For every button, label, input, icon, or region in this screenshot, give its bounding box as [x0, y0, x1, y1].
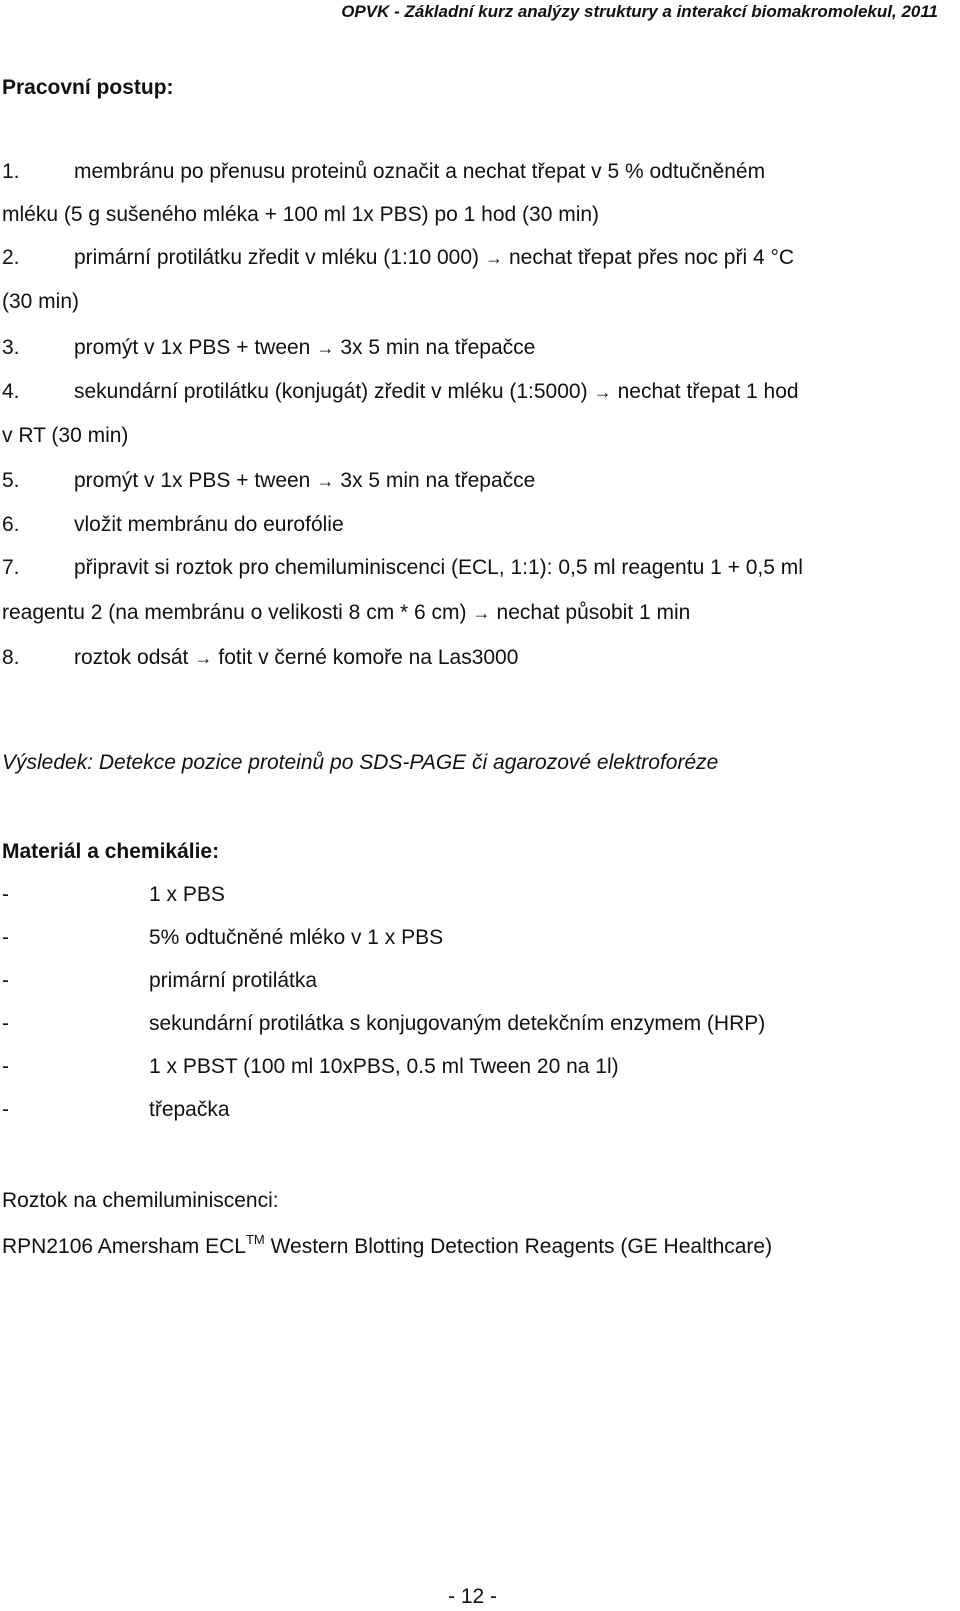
step-text: 3x 5 min na třepačce: [340, 336, 536, 359]
arrow-right-icon: →: [593, 382, 612, 402]
procedure-title: Pracovní postup:: [2, 76, 174, 99]
step-number: 2.: [2, 246, 20, 269]
step-text: membránu po přenusu proteinů označit a nechat třepat v 5 % odtučněném: [74, 160, 766, 183]
step-text: nechat třepat přes noc při 4 °C: [509, 246, 795, 269]
step-4-line-1: [2, 377, 799, 407]
list-item-text: třepačka: [149, 1098, 230, 1121]
step-number: 3.: [2, 336, 20, 359]
step-text: roztok odsát: [74, 646, 189, 669]
step-2-line-2: (30 min): [2, 290, 80, 313]
step-text: sekundární protilátku (konjugát) zředit v mléku (1:5000): [74, 380, 588, 403]
step-text: 3x 5 min na třepačce: [340, 469, 536, 492]
step-number: 7.: [2, 556, 20, 579]
step-4-line-2: v RT (30 min): [2, 424, 129, 447]
list-item: [2, 883, 225, 907]
step-6-line-1: [2, 510, 344, 540]
list-bullet: -: [2, 969, 9, 992]
solution-value: [2, 1232, 772, 1259]
step-number: 4.: [2, 380, 20, 403]
step-3-line-1: [2, 333, 535, 363]
step-7-line-1: [2, 553, 803, 583]
step-7-line-2: [2, 598, 690, 628]
arrow-right-icon: →: [485, 248, 503, 268]
step-text: primární protilátku zředit v mléku (1:10 000): [74, 246, 479, 269]
step-5-line-1: [2, 466, 535, 496]
step-text: promýt v 1x PBS + tween: [74, 336, 311, 359]
list-item: [2, 1055, 619, 1079]
step-text: nechat třepat 1 hod: [617, 380, 799, 403]
step-2-line-1: [2, 243, 794, 273]
step-number: 6.: [2, 513, 20, 536]
list-item: [2, 926, 443, 950]
list-bullet: -: [2, 926, 9, 949]
list-bullet: -: [2, 1055, 9, 1078]
list-bullet: -: [2, 1098, 9, 1121]
step-text: připravit si roztok pro chemiluminiscenci (ECL, 1:1): 0,5 ml reagentu 1 + 0,5 ml: [74, 556, 803, 579]
arrow-right-icon: →: [472, 603, 491, 623]
step-text: promýt v 1x PBS + tween: [74, 469, 311, 492]
step-8-line-1: [2, 643, 518, 673]
arrow-right-icon: →: [316, 338, 335, 358]
step-text: reagentu 2 (na membránu o velikosti 8 cm * 6 cm): [2, 601, 467, 624]
arrow-right-icon: →: [194, 648, 213, 668]
step-text: nechat působit 1 min: [496, 601, 691, 624]
step-text: vložit membránu do eurofólie: [74, 513, 344, 536]
step-text: fotit v černé komoře na Las3000: [218, 646, 519, 669]
solution-text: Western Blotting Detection Reagents (GE Healthcare): [264, 1235, 773, 1258]
list-item-text: 5% odtučněné mléko v 1 x PBS: [149, 926, 444, 949]
solution-text: RPN2106 Amersham ECL: [2, 1235, 246, 1258]
list-item: [2, 1012, 765, 1036]
step-1-line-1: [2, 157, 931, 187]
list-item-text: sekundární protilátka s konjugovaným detekčním enzymem (HRP): [149, 1012, 766, 1035]
list-item: [2, 969, 317, 993]
page-number: - 12 -: [448, 1585, 498, 1608]
trademark-superscript: TM: [245, 1232, 265, 1247]
list-bullet: -: [2, 1012, 9, 1035]
materials-title: Materiál a chemikálie:: [2, 840, 220, 863]
result-text: Výsledek: Detekce pozice proteinů po SDS-PAGE či agarozové elektroforéze: [2, 751, 719, 774]
solution-label: Roztok na chemiluminiscenci:: [2, 1189, 279, 1212]
list-item-text: 1 x PBS: [149, 883, 225, 906]
list-item-text: 1 x PBST (100 ml 10xPBS, 0.5 ml Tween 20 na 1l): [149, 1055, 619, 1078]
step-number: 1.: [2, 160, 20, 183]
list-item: [2, 1098, 230, 1122]
step-1-line-2: mléku (5 g sušeného mléka + 100 ml 1x PBS) po 1 hod (30 min): [2, 203, 600, 226]
list-bullet: -: [2, 883, 9, 906]
running-header: OPVK - Základní kurz analýzy struktury a interakcí biomakromolekul, 2011: [341, 2, 938, 21]
step-number: 5.: [2, 469, 20, 492]
arrow-right-icon: →: [316, 471, 335, 491]
list-item-text: primární protilátka: [149, 969, 318, 992]
step-number: 8.: [2, 646, 20, 669]
